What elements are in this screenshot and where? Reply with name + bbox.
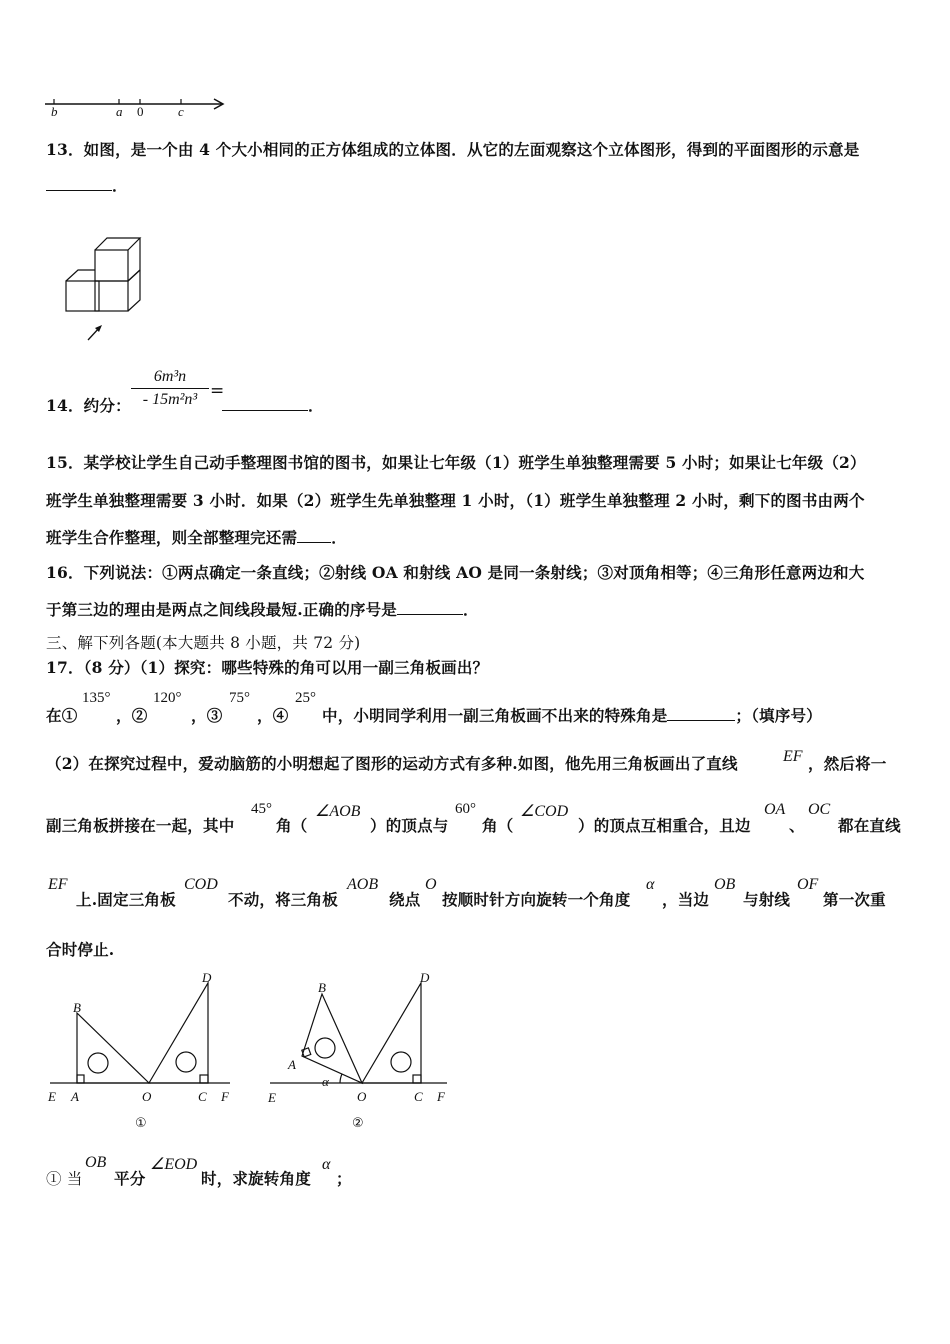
q17-blank <box>667 706 735 721</box>
q17-p5: 合时停止. <box>46 940 115 959</box>
q15-blank <box>297 528 331 543</box>
sym-EF-1: EF <box>783 748 803 765</box>
sym-angCOD: ∠COD <box>520 803 569 820</box>
figure-2-triangles <box>262 968 462 1098</box>
q16-line2 <box>46 598 479 620</box>
q13-text: 13．如图，是一个由 4 个大小相同的正方体组成的立体图．从它的左面观察这个立体图形，得到的平面图形的示意是 <box>46 140 860 159</box>
fig1-label-D: D <box>202 970 212 985</box>
q17-angle-3: 75° <box>229 690 250 706</box>
fig1-label-O: O <box>142 1089 152 1104</box>
fig1-label-B: B <box>73 1000 81 1015</box>
sym-OB-2: OB <box>85 1154 107 1171</box>
q17-p1-f: ；（填序号） <box>735 706 822 725</box>
q14-prefix: 14．约分： <box>46 396 131 415</box>
section3-title: 三、解下列各题(本大题共 8 小题，共 72 分) <box>46 634 361 652</box>
sym-OA: OA <box>764 801 786 818</box>
fig2-label-D: D <box>420 970 430 985</box>
q15-line2: 班学生单独整理需要 3 小时．如果（2）班学生先单独整理 1 小时，（1）班学生单独整理 2 小时，剩下的图书由两个 <box>46 491 865 510</box>
q17-p4-f: 与射线 <box>743 890 791 909</box>
fig1-label-F: F <box>221 1089 229 1104</box>
number-line-label-c: c <box>178 104 184 119</box>
cube-figure <box>60 228 160 348</box>
sym-alpha-1: α <box>646 876 655 893</box>
fig1-label-C: C <box>198 1089 207 1104</box>
q17-p4-d: 按顺时针方向旋转一个角度 <box>442 890 631 909</box>
q14-answer-line <box>222 394 324 416</box>
sym-alpha-2: α <box>322 1156 331 1173</box>
q14-denominator: - 15m²n³ <box>142 391 198 408</box>
sym-OC: OC <box>808 801 831 818</box>
q16-tail: ． <box>463 600 479 619</box>
fig1-caption: ① <box>135 1116 147 1131</box>
q17-p3-g: 都在直线 <box>838 816 901 835</box>
q17-angle-2: 120° <box>153 690 182 706</box>
q17-angle-1: 135° <box>82 690 111 706</box>
q14-equals: = <box>210 381 225 401</box>
q15-tail: ． <box>331 528 347 547</box>
fig1-label-E: E <box>48 1089 56 1104</box>
q17-p3-f: 、 <box>789 816 805 835</box>
q17-p4-b: 不动，将三角板 <box>228 890 338 909</box>
fig2-caption: ② <box>352 1116 364 1131</box>
figure-1-triangles <box>40 968 240 1098</box>
q15-line3 <box>46 526 347 548</box>
q14-fraction <box>131 368 209 409</box>
q17-sub1-d: ； <box>336 1169 352 1188</box>
q13-blank <box>46 176 112 191</box>
fig2-label-alpha: α <box>322 1074 329 1089</box>
number-line-label-b: b <box>51 104 58 119</box>
fig2-label-E: E <box>268 1090 276 1105</box>
q17-p4-e: ，当边 <box>662 890 710 909</box>
sym-deg60: 60° <box>455 801 476 817</box>
fig2-label-O: O <box>357 1089 367 1104</box>
q16-line2-text: 于第三边的理由是两点之间线段最短.正确的序号是 <box>46 600 397 619</box>
number-line-label-0: 0 <box>137 104 144 119</box>
q13-blank-line <box>46 174 128 196</box>
q17-p1-c: ，③ <box>191 706 223 725</box>
q17-p3-d: 角（ <box>482 816 514 835</box>
q17-sub1-c: 时，求旋转角度 <box>201 1169 311 1188</box>
q15-line3-text: 班学生合作整理，则全部整理完还需 <box>46 528 298 547</box>
q17-p3-c: ）的顶点与 <box>370 816 449 835</box>
fig1-label-A: A <box>71 1089 79 1104</box>
fig2-label-B: B <box>318 980 326 995</box>
sym-EF-2: EF <box>48 876 68 893</box>
q14-tail: ． <box>308 396 324 415</box>
sym-COD: COD <box>184 876 218 893</box>
q17-head: 17．（8 分）（1）探究：哪些特殊的角可以用一副三角板画出？ <box>46 658 489 677</box>
q17-p1-a: 在① <box>46 706 78 725</box>
fig2-label-C: C <box>414 1089 423 1104</box>
number-line-label-a: a <box>116 104 123 119</box>
q14-blank <box>222 396 308 411</box>
q17-p2-b: ，然后将一 <box>808 754 887 773</box>
q17-angle-4: 25° <box>295 690 316 706</box>
q17-p1-b: ，② <box>116 706 148 725</box>
q17-p4-g: 第一次重 <box>823 890 886 909</box>
q13-tail: ． <box>112 176 128 195</box>
sym-AOB: AOB <box>347 876 379 893</box>
q14-numerator: 6m³n <box>131 368 209 389</box>
q17-p2-a: （2）在探究过程中，爱动脑筋的小明想起了图形的运动方式有多种.如图，他先用三角板画出了直线 <box>46 754 738 773</box>
q17-p4-c: 绕点 <box>389 890 421 909</box>
sym-angEOD: ∠EOD <box>150 1156 198 1173</box>
q16-line1: 16．下列说法：①两点确定一条直线；②射线 OA 和射线 AO 是同一条射线；③对顶角相等；④三角形任意两边和大 <box>46 563 865 582</box>
q17-p1-e <box>322 704 822 726</box>
q17-sub1-a: ① 当 <box>46 1170 83 1188</box>
sym-O: O <box>425 876 437 893</box>
q17-p4-a: 上.固定三角板 <box>76 890 176 909</box>
q17-p3-a: 副三角板拼接在一起，其中 <box>46 816 235 835</box>
q15-line1: 15．某学校让学生自己动手整理图书馆的图书，如果让七年级（1）班学生单独整理需要 5 小时；如果让七年级（2） <box>46 453 866 472</box>
q17-p3-b: 角（ <box>276 816 308 835</box>
sym-OB-1: OB <box>714 876 736 893</box>
fig2-label-F: F <box>437 1089 445 1104</box>
q17-sub1-b: 平分 <box>114 1169 146 1188</box>
sym-OF: OF <box>797 876 819 893</box>
q17-p1-e-text: 中，小明同学利用一副三角板画不出来的特殊角是 <box>322 706 668 725</box>
q16-blank <box>397 600 463 615</box>
q17-p1-d: ，④ <box>257 706 289 725</box>
q17-p3-e: ）的顶点互相重合，且边 <box>578 816 751 835</box>
sym-deg45: 45° <box>251 801 272 817</box>
sym-angAOB: ∠AOB <box>315 803 361 820</box>
fig2-label-A: A <box>288 1057 296 1072</box>
